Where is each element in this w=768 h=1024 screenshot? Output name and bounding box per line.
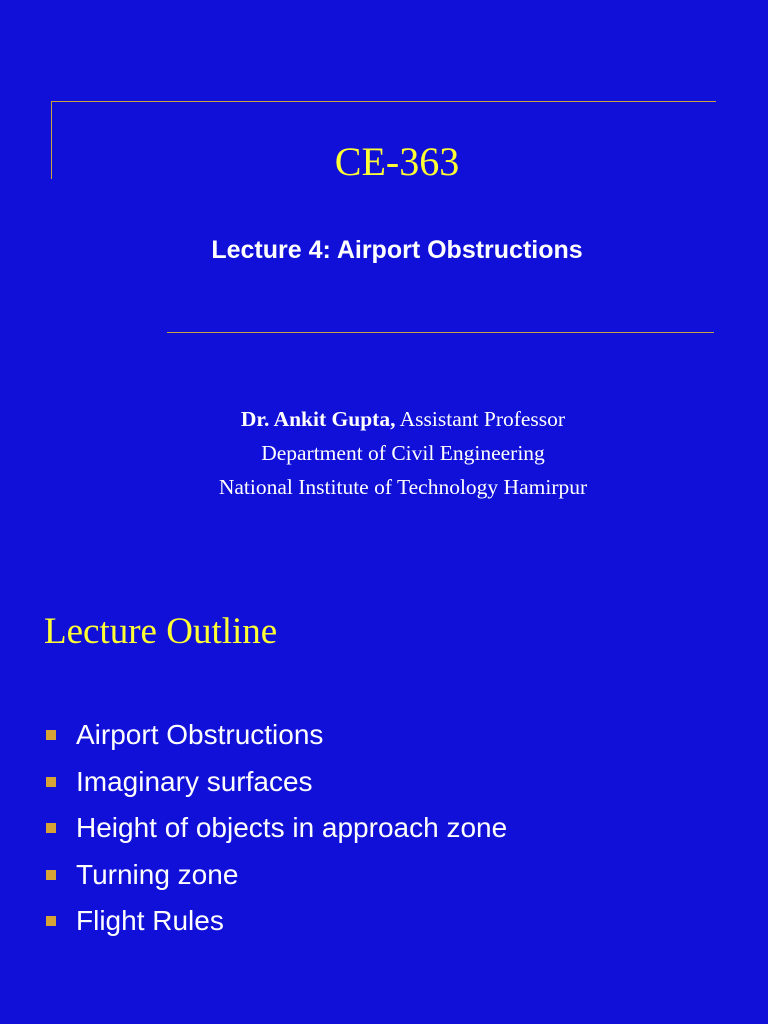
list-item [44, 807, 507, 854]
list-item [44, 714, 507, 761]
author-position: Assistant Professor [399, 407, 566, 431]
square-bullet-icon [46, 730, 56, 740]
author-institute: National Institute of Technology Hamirpur [218, 475, 588, 499]
lecture-subtitle: Lecture 4: Airport Obstructions [211, 236, 583, 264]
list-item-text: Height of objects in approach zone [76, 812, 508, 843]
list-item [44, 854, 507, 901]
list-item [44, 900, 507, 947]
author-department: Department of Civil Engineering [261, 441, 545, 465]
outline-title: Lecture Outline [44, 611, 278, 652]
square-bullet-icon [46, 823, 56, 833]
list-item-text: Flight Rules [76, 905, 224, 936]
list-item-text: Imaginary surfaces [76, 765, 313, 797]
outline-slide [0, 576, 768, 1024]
square-bullet-icon [46, 777, 56, 787]
frame-top-line [51, 101, 716, 102]
outline-list [44, 714, 507, 947]
square-bullet-icon [46, 870, 56, 880]
course-code-title: CE-363 [334, 139, 460, 184]
list-item-text: Airport Obstructions [76, 719, 324, 750]
author-block [0, 402, 768, 504]
divider-rule [167, 332, 714, 333]
author-line [38, 402, 768, 436]
square-bullet-icon [46, 916, 56, 926]
author-name: Dr. Ankit Gupta, [240, 407, 396, 431]
list-item-text: Turning zone [76, 858, 239, 890]
list-item [44, 761, 507, 808]
